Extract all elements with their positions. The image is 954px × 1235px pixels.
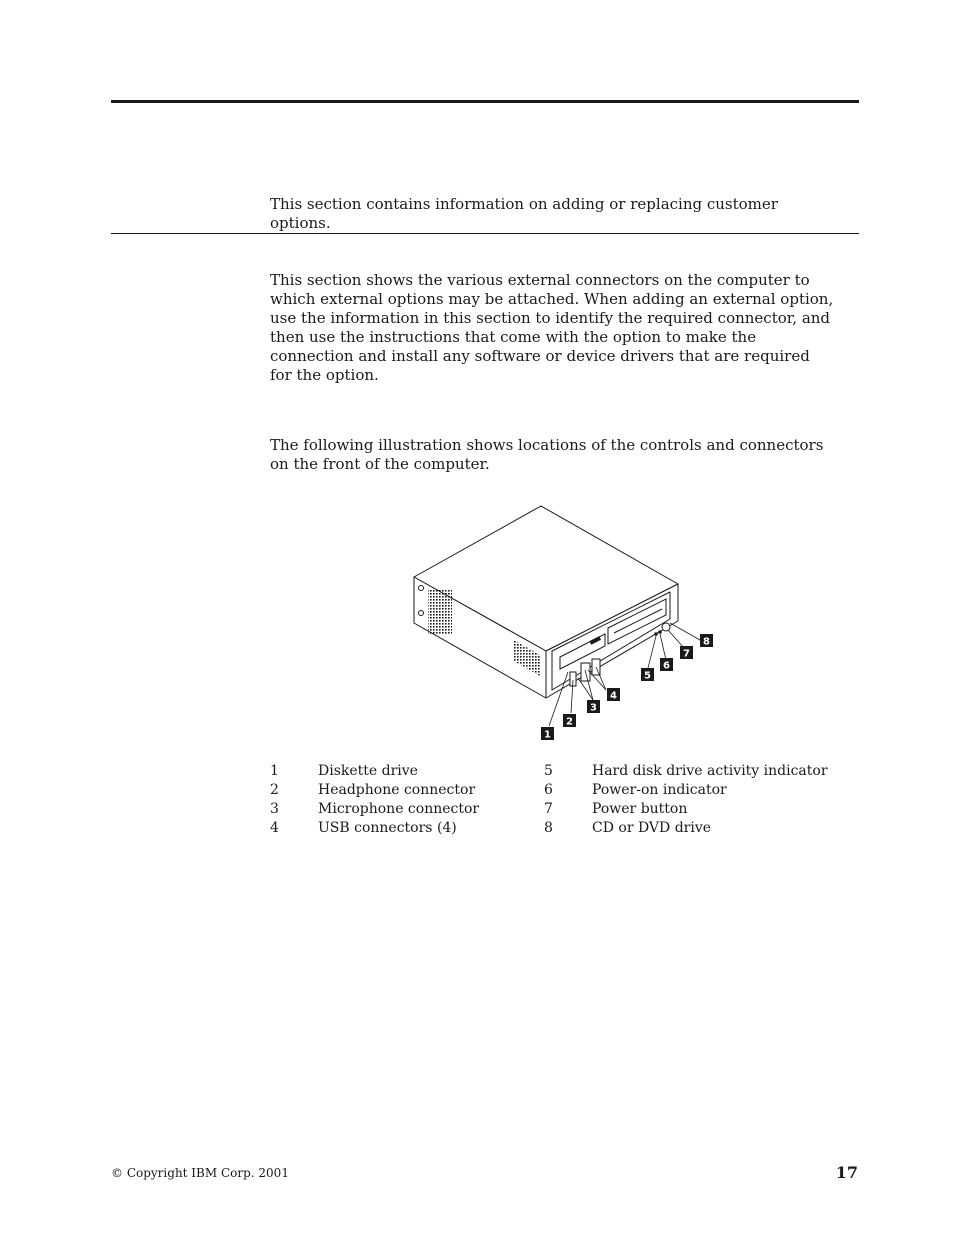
callout-6-label: 6 — [663, 660, 670, 672]
legend-item — [544, 762, 844, 781]
legend-left-column — [270, 762, 530, 838]
legend-label: Hard disk drive activity indicator — [592, 763, 828, 779]
callout-7-label: 7 — [683, 648, 690, 660]
callout-2-label: 2 — [566, 716, 573, 728]
power-button-shape — [662, 623, 670, 631]
legend-item — [544, 781, 844, 800]
legend-number: 3 — [270, 801, 279, 817]
legend-number: 6 — [544, 782, 553, 798]
legend-number: 5 — [544, 763, 553, 779]
legend-label: Diskette drive — [318, 763, 418, 779]
legend-number: 7 — [544, 801, 553, 817]
computer-front-illustration — [400, 500, 730, 745]
legend-number: 4 — [270, 820, 279, 836]
external-options-paragraph: This section shows the various external connectors on the computer to which external options may be attached. When adding an external option, use the information in this section to identify the required connector, and then use the instructions that come with the option to make the connection and install any software or device drivers that are required for the option. — [270, 271, 834, 384]
legend-item — [544, 819, 844, 838]
legend-item — [270, 762, 530, 781]
section-rule — [111, 233, 859, 234]
legend-label: Power-on indicator — [592, 782, 727, 798]
callout-4-label: 4 — [610, 690, 617, 702]
legend-label: Microphone connector — [318, 801, 480, 817]
callout-1-label: 1 — [544, 729, 551, 741]
callout-5-label: 5 — [644, 670, 651, 682]
callout-8-label: 8 — [703, 636, 710, 648]
page-number: 17 — [835, 1163, 858, 1182]
front-view-paragraph: The following illustration shows locations of the controls and connectors on the front of the computer. — [270, 436, 824, 473]
legend-number: 8 — [544, 820, 553, 836]
legend-label: CD or DVD drive — [592, 820, 712, 836]
legend-item — [270, 800, 530, 819]
header-rule — [111, 100, 859, 103]
legend-item — [270, 781, 530, 800]
legend-label: Power button — [592, 801, 688, 817]
legend-item — [270, 819, 530, 838]
legend-item — [544, 800, 844, 819]
legend-label: Headphone connector — [318, 782, 476, 798]
intro-paragraph: This section contains information on adding or replacing customer options. — [270, 195, 778, 232]
legend-number: 2 — [270, 782, 279, 798]
callout-3-label: 3 — [590, 702, 597, 714]
legend-number: 1 — [270, 763, 279, 779]
legend-right-column — [544, 762, 844, 838]
copyright-notice: © Copyright IBM Corp. 2001 — [111, 1166, 289, 1180]
legend-label: USB connectors (4) — [318, 820, 457, 836]
